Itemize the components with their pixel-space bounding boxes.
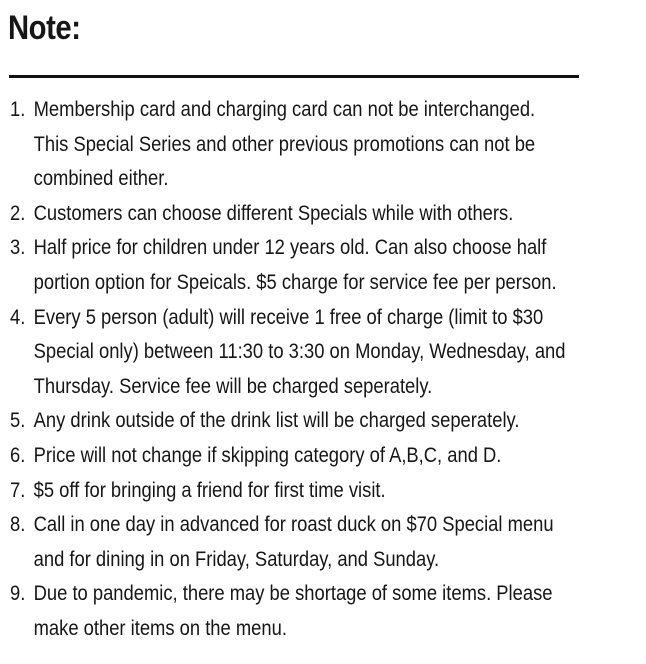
note-number: 8. — [10, 513, 26, 537]
note-line: and for dining in on Friday, Saturday, and Sunday. — [33, 547, 440, 571]
note-item — [10, 508, 640, 577]
note-line: Due to pandemic, there may be shortage of some items. Please — [33, 582, 553, 606]
note-text — [34, 508, 640, 577]
note-text — [34, 474, 640, 509]
note-line: $5 off for bringing a friend for first time visit. — [33, 478, 386, 502]
note-item — [10, 474, 640, 509]
note-text — [34, 93, 640, 197]
note-line: Every 5 person (adult) will receive 1 free of charge (limit to $30 — [33, 305, 544, 329]
note-item — [10, 439, 640, 474]
note-number: 6. — [10, 443, 26, 467]
note-item — [10, 93, 640, 197]
note-line: Call in one day in advanced for roast duck on $70 Special menu — [33, 513, 554, 537]
note-line: Any drink outside of the drink list will be charged seperately. — [33, 409, 520, 433]
note-line: Membership card and charging card can not be interchanged. — [33, 98, 536, 121]
note-line: portion option for Speicals. $5 charge for service fee per person. — [33, 270, 557, 294]
note-text — [34, 301, 640, 405]
note-item — [10, 301, 640, 405]
note-item — [10, 231, 640, 300]
note-item — [10, 577, 640, 646]
note-number: 1. — [10, 98, 26, 121]
note-text — [34, 197, 640, 232]
note-text — [34, 404, 640, 439]
note-line: Half price for children under 12 years old. Can also choose half — [33, 236, 547, 260]
title-divider — [9, 75, 579, 78]
note-number: 2. — [10, 201, 26, 225]
note-item — [10, 404, 640, 439]
note-line: Thursday. Service fee will be charged seperately. — [33, 374, 433, 398]
notes-list — [10, 93, 640, 647]
note-line: This Special Series and other previous promotions can not be — [33, 132, 536, 156]
note-line: Special only) between 11:30 to 3:30 on Monday, Wednesday, and — [33, 340, 566, 364]
note-line: Price will not change if skipping category of A,B,C, and D. — [33, 443, 502, 467]
note-text — [34, 231, 640, 300]
note-text — [34, 439, 640, 474]
note-line: make other items on the menu. — [33, 616, 287, 640]
note-line: Customers can choose different Specials while with others. — [33, 201, 514, 225]
note-number: 3. — [10, 236, 26, 260]
page-title: Note: — [8, 9, 81, 47]
note-number: 7. — [10, 478, 26, 502]
note-number: 4. — [10, 305, 26, 329]
note-text — [34, 577, 640, 646]
note-line: combined either. — [33, 167, 169, 191]
note-number: 9. — [10, 582, 26, 606]
note-item — [10, 197, 640, 232]
note-number: 5. — [10, 409, 26, 433]
